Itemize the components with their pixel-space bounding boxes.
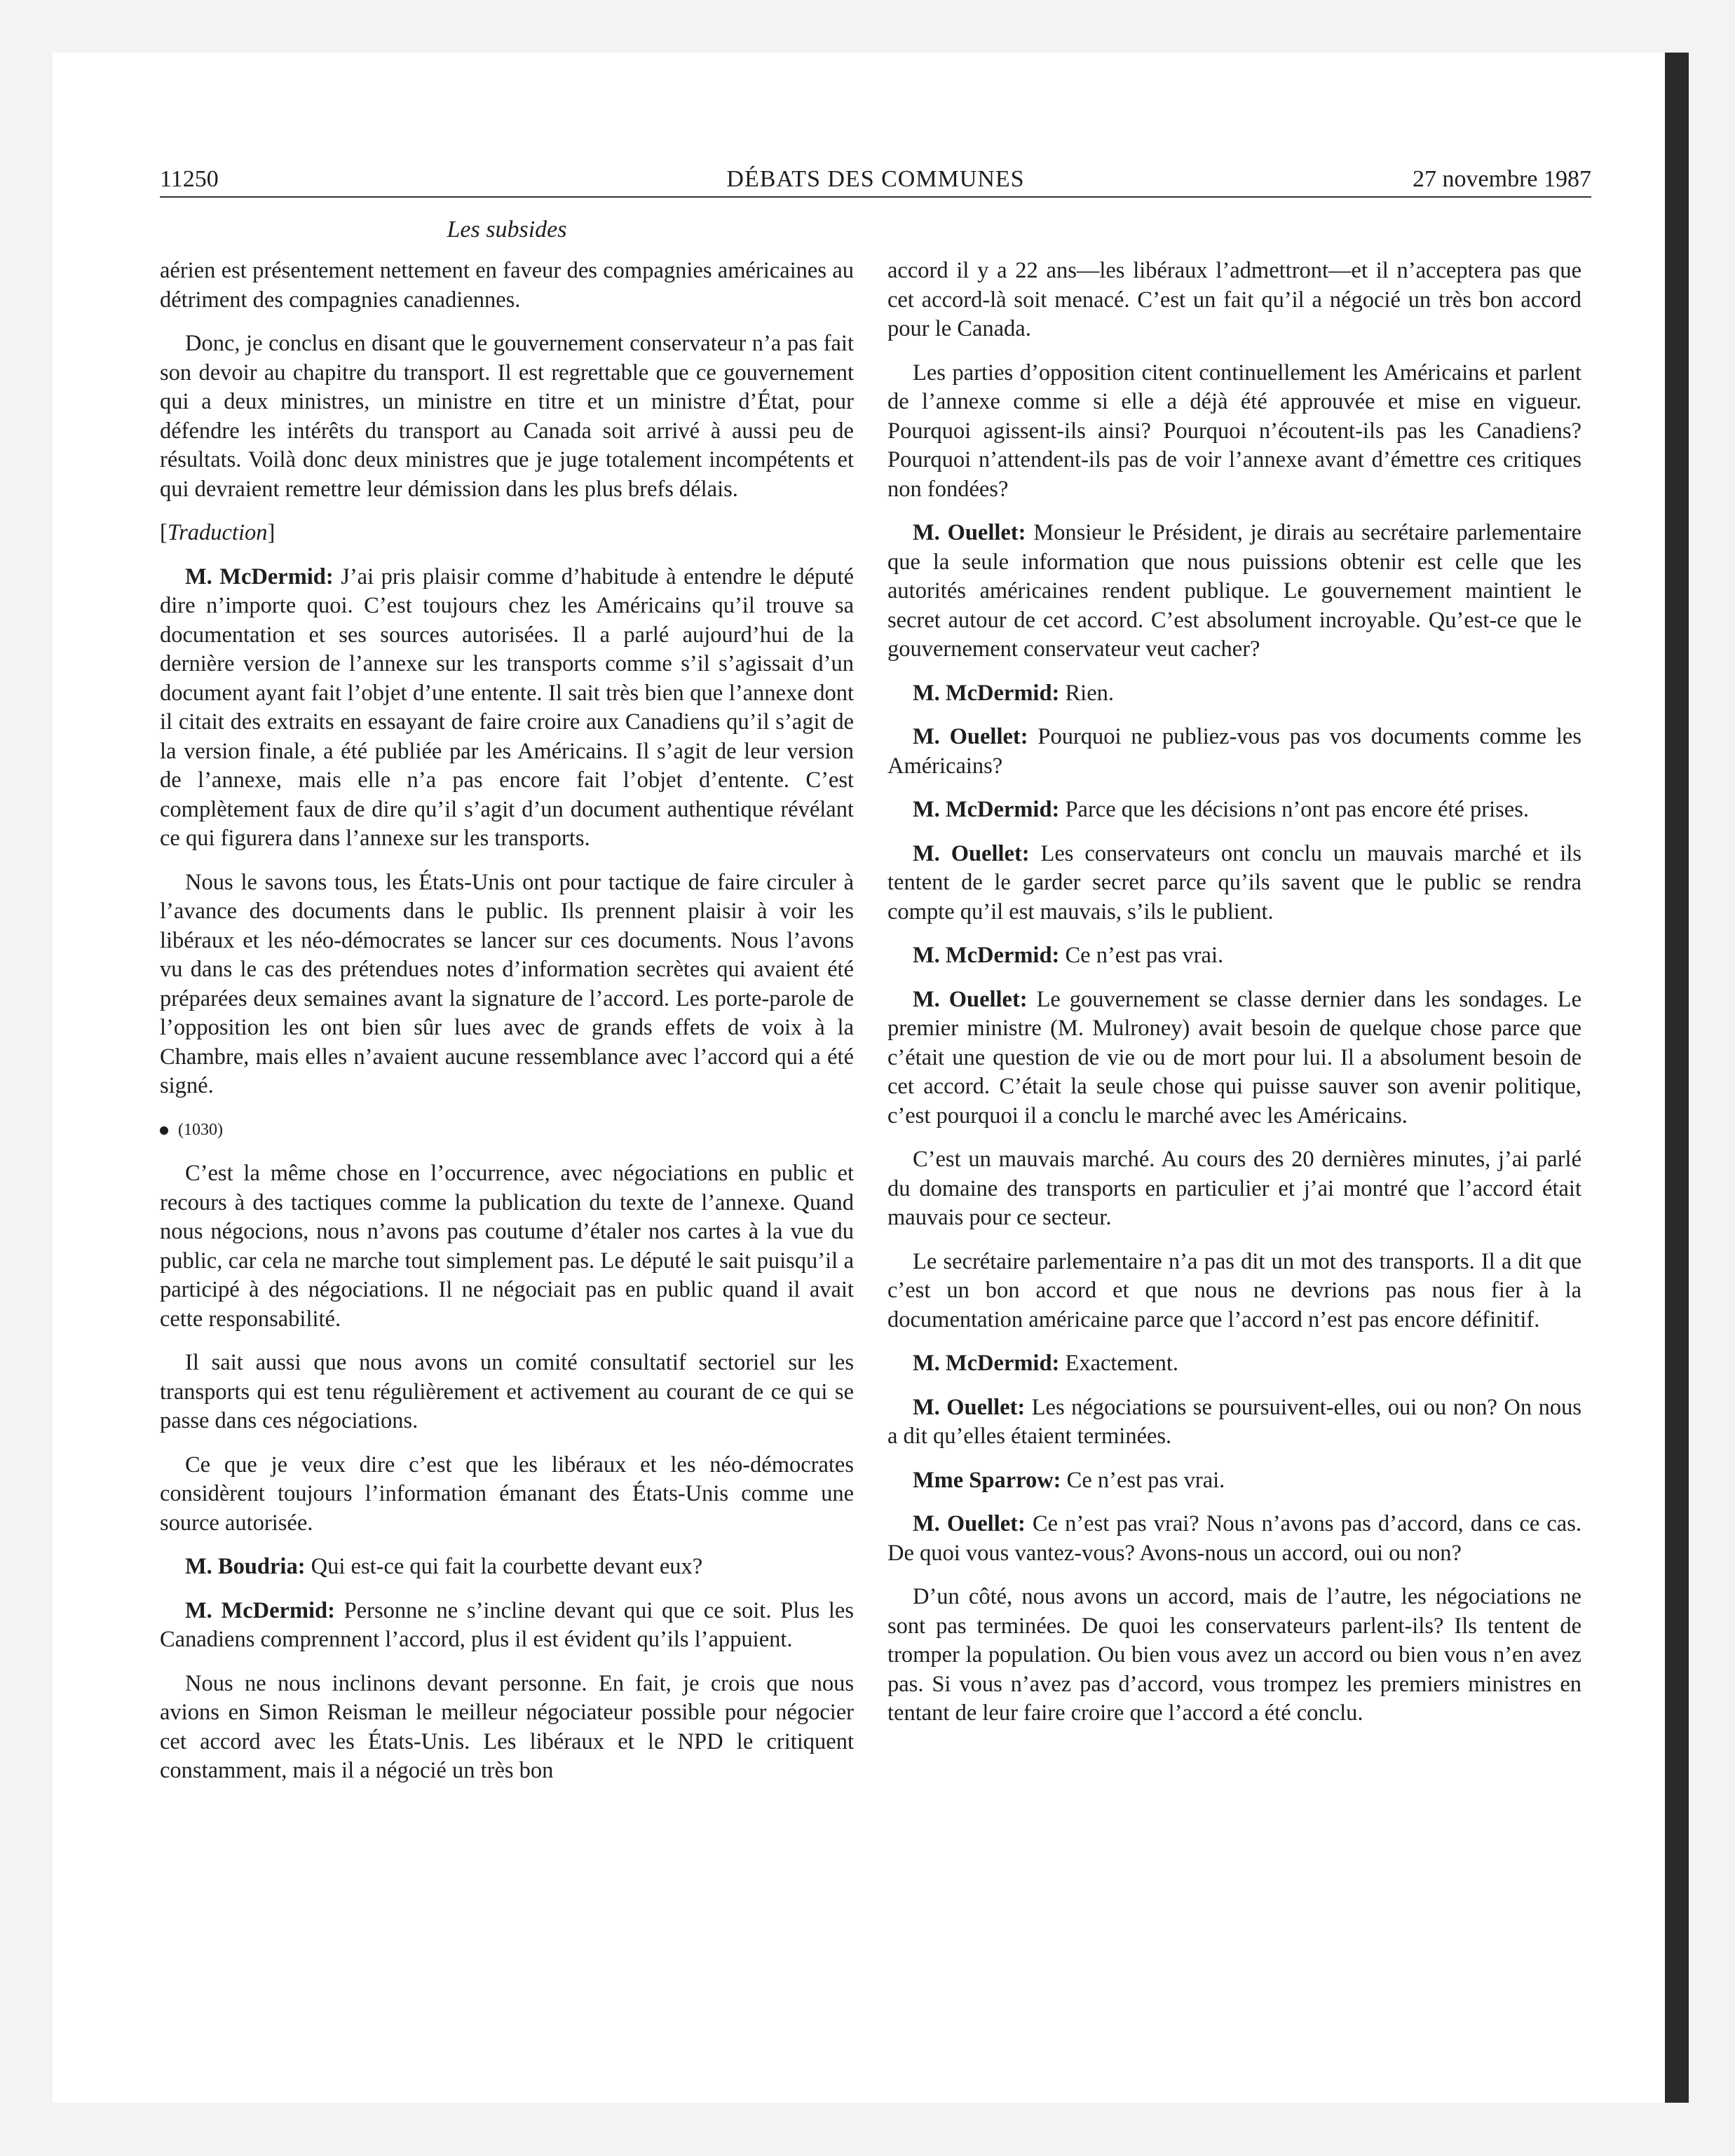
speech-text: Rien. bbox=[1065, 680, 1114, 706]
speech-text: Les négociations se poursuivent-elles, oui ou non? On nous a dit qu’elles étaient terminées. bbox=[887, 1394, 1582, 1449]
speech bbox=[887, 1510, 1581, 1568]
speaker-name: M. McDermid: bbox=[185, 564, 334, 589]
speech-text: Parce que les décisions n’ont pas encore été prises. bbox=[1065, 797, 1529, 822]
speaker-name: M. Ouellet: bbox=[913, 840, 1030, 866]
speaker-name: M. McDermid: bbox=[913, 943, 1060, 968]
speech-text: Personne ne s’incline devant qui que ce soit. Plus les Canadiens comprennent l’accord, plus il est évident qu’ils l’appuient. bbox=[160, 1597, 854, 1652]
speech-text: Pourquoi ne publiez-vous pas vos documents comme les Américains? bbox=[887, 724, 1581, 779]
speech bbox=[887, 796, 1581, 825]
speaker-name: M. Ouellet: bbox=[913, 520, 1026, 545]
speech bbox=[887, 1349, 1581, 1379]
speech-text: Monsieur le Président, je dirais au secrétaire parlementaire que la seule information que nous puissions obtenir est celle que les autorités américaines rendent publique. Le gouvernement maintient le secret autour de cet accord. C’est absolument incroyable. Qu’est-ce que le gouvernement conservateur veut cacher? bbox=[887, 520, 1582, 662]
speech bbox=[887, 941, 1581, 971]
paragraph: Nous ne nous inclinons devant personne. En fait, je crois que nous avions en Simon Reisman le meilleur négociateur possible pour négocier cet accord avec les États-Unis. Les libéraux et le NPD le critiquent constamment, mais il a négocié un très bon bbox=[160, 1670, 854, 1783]
speech-text: Le gouvernement se classe dernier dans les sondages. Le premier ministre (M. Mulroney) avait besoin de quelque chose parce que c’était une question de vie ou de mort pour lui. Il a absolument besoin de cet accord. C’était la seule chose qui puisse sauver son avenir politique, c’est pourquoi il a conclu le marché avec les Américains. bbox=[887, 986, 1582, 1128]
left-column bbox=[160, 257, 854, 1801]
speech bbox=[887, 840, 1581, 927]
bracket-open: [ bbox=[160, 520, 168, 545]
paragraph: Les parties d’opposition citent continuellement les Américains et parlent de l’annexe comme si elle a déjà été approuvée et mise en vigueur. Pourquoi agissent-ils ainsi? Pourquoi n’écoutent-ils pas les Canadiens? Pourquoi n’attendent-ils pas de voir l’annexe avant d’émettre ces critiques non fondées? bbox=[887, 360, 1581, 502]
speech bbox=[887, 1393, 1581, 1452]
speaker-name: M. Ouellet: bbox=[913, 724, 1028, 749]
paragraph: Donc, je conclus en disant que le gouvernement conservateur n’a pas fait son devoir au chapitre du transport. Il est regrettable que ce gouvernement qui a deux ministres, un ministre en titre et un ministre d’État, pour défendre les intérêts du transport au Canada soit arrivé à aussi peu de résultats. Voilà donc deux ministres que je juge totalement incompétents et qui devraient remettre leur démission dans les plus brefs délais. bbox=[160, 331, 854, 502]
paragraph: Ce que je veux dire c’est que les libéraux et les néo-démocrates considèrent toujours l’information émanant des États-Unis comme une source autorisée. bbox=[160, 1452, 854, 1536]
bracket-close: ] bbox=[267, 520, 275, 545]
speech-text: Ce n’est pas vrai. bbox=[1065, 943, 1224, 968]
speech bbox=[887, 985, 1581, 1131]
right-column bbox=[887, 257, 1581, 1743]
scan-edge bbox=[1665, 53, 1689, 2103]
speech bbox=[887, 1466, 1581, 1496]
paragraph: Le secrétaire parlementaire n’a pas dit un mot des transports. Il a dit que c’est un bon accord et que nous ne devrions pas nous fier à la documentation américaine parce que l’accord n’est pas encore définitif. bbox=[887, 1248, 1581, 1332]
translation-word: Traduction bbox=[167, 520, 268, 545]
speech bbox=[160, 1597, 854, 1655]
paragraph: Nous le savons tous, les États-Unis ont pour tactique de faire circuler à l’avance des documents dans le public. Ils prennent plaisir à voir les libéraux et les néo-démocrates se lancer sur ces documents. Nous l’avons vu dans le cas des prétendues notes d’information secrètes qui avaient été préparées deux semaines avant la signature de l’accord. Les porte-parole de l’opposition les ont bien sûr lues avec de grands effets de voix à la Chambre, mais elles n’avaient aucune ressemblance avec l’accord qui a été signé. bbox=[160, 869, 854, 1098]
speech bbox=[887, 679, 1581, 709]
section-title: Les subsides bbox=[447, 217, 567, 243]
page-number: 11250 bbox=[160, 166, 219, 192]
speech-text: Exactement. bbox=[1065, 1351, 1179, 1376]
speech-text: Ce n’est pas vrai? Nous n’avons pas d’accord, dans ce cas. De quoi vous vantez-vous? Avons-nous un accord, oui ou non? bbox=[887, 1511, 1581, 1566]
speech-text: J’ai pris plaisir comme d’habitude à entendre le député dire n’importe quoi. C’est toujours chez les Américains qu’il trouve sa documentation et ses sources autorisées. Il a parlé aujourd’hui de la dernière version de l’annexe sur les transports comme s’il s’agissait d’un document ayant fait l’objet d’une entente. Il sait très bien que l’annexe dont il citait des extraits en essayant de faire croire aux Canadiens qu’il s’agit de la version finale, a été publiée par les Américains. Il s’agit de leur version de l’annexe, mais elle n’a pas encore fait l’objet d’entente. C’est complètement faux de dire qu’il s’agit d’un document authentique révélant ce qui figurera dans l’annexe sur les transports. bbox=[160, 564, 855, 851]
speaker-name: M. McDermid: bbox=[913, 1351, 1060, 1376]
speaker-name: M. Ouellet: bbox=[913, 1394, 1026, 1420]
speaker-name: M. Boudria: bbox=[185, 1554, 306, 1579]
speech-text: Les conservateurs ont conclu un mauvais marché et ils tentent de le garder secret parce qu’ils savent que le public se rendra compte qu’il est mauvais, s’ils le publient. bbox=[887, 840, 1582, 925]
speech-text: Ce n’est pas vrai. bbox=[1066, 1467, 1225, 1493]
paragraph: D’un côté, nous avons un accord, mais de l’autre, les négociations ne sont pas terminées. De quoi les conservateurs parlent-ils? Ils tentent de tromper la population. Ou bien vous avez un accord ou bien vous n’en avez pas. Si vous n’avez pas d’accord, vous trompez les premiers ministres en tentant de leur faire croire que l’accord a été conclu. bbox=[887, 1584, 1581, 1726]
page-header bbox=[160, 164, 1591, 195]
timestamp bbox=[160, 1116, 854, 1145]
translation-note bbox=[160, 519, 854, 548]
speaker-name: M. McDermid: bbox=[913, 680, 1060, 706]
speaker-name: M. McDermid: bbox=[913, 797, 1060, 822]
paragraph: Il sait aussi que nous avons un comité consultatif sectoriel sur les transports qui est tenu régulièrement et activement au courant de ce qui se passe dans ces négociations. bbox=[160, 1350, 854, 1433]
paragraph: aérien est présentement nettement en faveur des compagnies américaines au détriment des compagnies canadiennes. bbox=[160, 258, 854, 313]
speech bbox=[887, 723, 1581, 781]
speaker-name: M. Ouellet: bbox=[913, 1511, 1026, 1536]
publication-title: DÉBATS DES COMMUNES bbox=[726, 166, 1025, 192]
speech bbox=[160, 1553, 854, 1582]
speech-text: Qui est-ce qui fait la courbette devant eux? bbox=[311, 1554, 703, 1579]
speaker-name: Mme Sparrow: bbox=[913, 1467, 1061, 1493]
page-date: 27 novembre 1987 bbox=[1413, 166, 1591, 192]
timestamp-text: (1030) bbox=[178, 1120, 223, 1139]
paragraph: accord il y a 22 ans—les libéraux l’admettront—et il n’acceptera pas que cet accord-là soit menacé. C’est un fait qu’il a négocié un très bon accord pour le Canada. bbox=[887, 258, 1581, 341]
bullet-icon bbox=[160, 1126, 168, 1135]
speaker-name: M. McDermid: bbox=[185, 1597, 335, 1623]
speaker-name: M. Ouellet: bbox=[913, 986, 1028, 1012]
paragraph: C’est un mauvais marché. Au cours des 20 dernières minutes, j’ai parlé du domaine des transports en particulier et j’ai montré que l’accord était mauvais pour ce secteur. bbox=[887, 1147, 1581, 1230]
paragraph: C’est la même chose en l’occurrence, avec négociations en public et recours à des tactiques comme la publication du texte de l’annexe. Quand nous négocions, nous n’avons pas coutume d’étaler nos cartes à la vue du public, car cela ne marche tout simplement pas. Le député le sait puisqu’il a participé à des négociations. Il ne négociait pas en public quand il avait cette responsabilité. bbox=[160, 1161, 854, 1332]
header-rule bbox=[160, 196, 1591, 198]
speech bbox=[887, 519, 1581, 664]
speech bbox=[160, 563, 854, 854]
